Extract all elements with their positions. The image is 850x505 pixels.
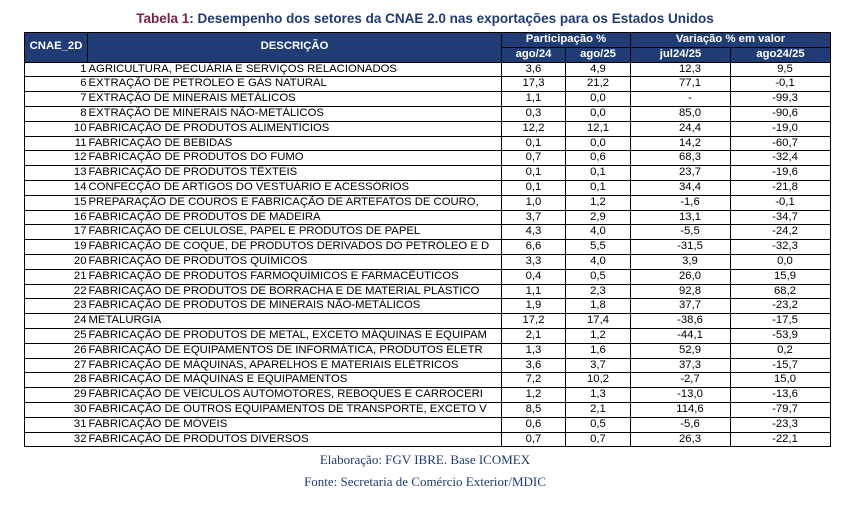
row-code: 14 (25, 180, 88, 195)
row-code: 16 (25, 210, 88, 225)
row-share-ago25: 4,0 (566, 254, 631, 269)
row-share-ago25: 0,0 (566, 106, 631, 121)
row-share-ago25: 0,1 (566, 166, 631, 181)
row-var-ago24-25: 68,2 (731, 284, 831, 299)
table-row (25, 299, 831, 314)
table-row (25, 77, 831, 92)
row-code: 23 (25, 299, 88, 314)
row-var-ago24-25: -32,3 (731, 240, 831, 255)
header-code: CNAE_2D (25, 33, 88, 63)
row-share-ago24: 3,6 (502, 62, 566, 77)
row-var-jul24-25: 37,3 (631, 358, 731, 373)
table-row (25, 225, 831, 240)
row-description: FABRICAÇÃO DE EQUIPAMENTOS DE INFORMÁTICA, PRODUTOS ELETR (88, 343, 502, 358)
row-var-ago24-25: -90,6 (731, 106, 831, 121)
table-row (25, 269, 831, 284)
row-var-ago24-25: -22,1 (731, 432, 831, 447)
row-share-ago24: 3,7 (502, 210, 566, 225)
row-var-jul24-25: 3,9 (631, 254, 731, 269)
row-description: FABRICAÇÃO DE PRODUTOS TÊXTEIS (88, 166, 502, 181)
row-var-ago24-25: -19,6 (731, 166, 831, 181)
row-var-ago24-25: -60,7 (731, 136, 831, 151)
row-code: 24 (25, 314, 88, 329)
row-description: EXTRAÇÃO DE PETRÓLEO E GÁS NATURAL (88, 77, 502, 92)
row-description: FABRICAÇÃO DE PRODUTOS ALIMENTÍCIOS (88, 121, 502, 136)
row-var-ago24-25: -21,8 (731, 180, 831, 195)
row-share-ago25: 0,0 (566, 92, 631, 107)
row-share-ago24: 7,2 (502, 373, 566, 388)
header-ago25: ago/25 (566, 47, 631, 62)
row-var-jul24-25: -13,0 (631, 388, 731, 403)
row-var-ago24-25: -24,2 (731, 225, 831, 240)
row-share-ago25: 1,2 (566, 195, 631, 210)
row-description: FABRICAÇÃO DE COQUE, DE PRODUTOS DERIVADOS DO PETRÓLEO E D (88, 240, 502, 255)
table-row (25, 106, 831, 121)
row-code: 26 (25, 343, 88, 358)
row-share-ago25: 4,9 (566, 62, 631, 77)
row-var-jul24-25: 14,2 (631, 136, 731, 151)
row-var-jul24-25: 24,4 (631, 121, 731, 136)
row-code: 8 (25, 106, 88, 121)
row-code: 28 (25, 373, 88, 388)
row-share-ago24: 17,3 (502, 77, 566, 92)
row-var-ago24-25: -19,0 (731, 121, 831, 136)
row-code: 31 (25, 417, 88, 432)
table-row (25, 121, 831, 136)
table-row (25, 328, 831, 343)
table-row (25, 358, 831, 373)
table-row (25, 343, 831, 358)
row-var-jul24-25: -5,6 (631, 417, 731, 432)
row-share-ago24: 8,5 (502, 402, 566, 417)
row-description: FABRICAÇÃO DE MÁQUINAS, APARELHOS E MATERIAIS ELÉTRICOS (88, 358, 502, 373)
table-row (25, 254, 831, 269)
row-var-jul24-25: -5,5 (631, 225, 731, 240)
row-var-ago24-25: 9,5 (731, 62, 831, 77)
header-ago24-25: ago24/25 (731, 47, 831, 62)
row-code: 19 (25, 240, 88, 255)
row-share-ago25: 0,1 (566, 180, 631, 195)
row-share-ago24: 17,2 (502, 314, 566, 329)
row-share-ago24: 6,6 (502, 240, 566, 255)
table-row (25, 314, 831, 329)
row-var-jul24-25: 37,7 (631, 299, 731, 314)
table-row (25, 136, 831, 151)
table-row (25, 402, 831, 417)
row-share-ago25: 3,7 (566, 358, 631, 373)
table-row (25, 180, 831, 195)
row-share-ago24: 0,1 (502, 136, 566, 151)
footer-source: Fonte: Secretaria de Comércio Exterior/MDIC (304, 474, 546, 489)
row-var-ago24-25: -17,5 (731, 314, 831, 329)
row-var-ago24-25: -34,7 (731, 210, 831, 225)
row-share-ago24: 0,7 (502, 432, 566, 447)
row-var-ago24-25: -15,7 (731, 358, 831, 373)
row-description: FABRICAÇÃO DE PRODUTOS FARMOQUÍMICOS E FARMACÊUTICOS (88, 269, 502, 284)
row-var-ago24-25: -53,9 (731, 328, 831, 343)
footer-elaboration: Elaboração: FGV IBRE. Base ICOMEX (319, 452, 531, 467)
row-var-ago24-25: -79,7 (731, 402, 831, 417)
row-description: FABRICAÇÃO DE MÁQUINAS E EQUIPAMENTOS (88, 373, 502, 388)
row-var-jul24-25: 23,7 (631, 166, 731, 181)
row-var-jul24-25: 114,6 (631, 402, 731, 417)
row-share-ago25: 2,1 (566, 402, 631, 417)
row-share-ago24: 1,1 (502, 92, 566, 107)
row-var-jul24-25: -38,6 (631, 314, 731, 329)
row-share-ago24: 2,1 (502, 328, 566, 343)
table-row (25, 432, 831, 447)
row-var-ago24-25: -0,1 (731, 195, 831, 210)
row-share-ago25: 1,8 (566, 299, 631, 314)
row-var-jul24-25: -2,7 (631, 373, 731, 388)
table-header (25, 33, 831, 63)
row-share-ago25: 21,2 (566, 77, 631, 92)
row-description: FABRICAÇÃO DE PRODUTOS DE MINERAIS NÃO-METÁLICOS (88, 299, 502, 314)
row-var-ago24-25: 15,0 (731, 373, 831, 388)
row-share-ago24: 1,9 (502, 299, 566, 314)
row-description: FABRICAÇÃO DE PRODUTOS DE MADEIRA (88, 210, 502, 225)
row-var-jul24-25: -31,5 (631, 240, 731, 255)
row-var-jul24-25: 68,3 (631, 151, 731, 166)
row-share-ago25: 2,9 (566, 210, 631, 225)
row-share-ago25: 0,5 (566, 417, 631, 432)
row-var-jul24-25: 52,9 (631, 343, 731, 358)
row-var-jul24-25: 12,3 (631, 62, 731, 77)
row-share-ago24: 0,4 (502, 269, 566, 284)
row-description: FABRICAÇÃO DE VEÍCULOS AUTOMOTORES, REBOQUES E CARROCERI (88, 388, 502, 403)
row-share-ago25: 12,1 (566, 121, 631, 136)
table-row (25, 166, 831, 181)
row-share-ago25: 10,2 (566, 373, 631, 388)
exports-table (24, 32, 831, 447)
row-share-ago24: 0,3 (502, 106, 566, 121)
row-code: 6 (25, 77, 88, 92)
row-code: 17 (25, 225, 88, 240)
row-share-ago25: 0,0 (566, 136, 631, 151)
row-share-ago25: 1,3 (566, 388, 631, 403)
row-description: EXTRAÇÃO DE MINERAIS METÁLICOS (88, 92, 502, 107)
table-row (25, 195, 831, 210)
row-description: AGRICULTURA, PECUÁRIA E SERVIÇOS RELACIONADOS (88, 62, 502, 77)
row-share-ago25: 1,2 (566, 328, 631, 343)
row-share-ago24: 1,1 (502, 284, 566, 299)
row-share-ago25: 0,6 (566, 151, 631, 166)
row-description: FABRICAÇÃO DE PRODUTOS DE METAL, EXCETO MÁQUINAS E EQUIPAM (88, 328, 502, 343)
row-description: FABRICAÇÃO DE MÓVEIS (88, 417, 502, 432)
row-var-jul24-25: 26,3 (631, 432, 731, 447)
row-code: 13 (25, 166, 88, 181)
header-participation: Participação % (502, 33, 631, 48)
row-var-jul24-25: 26,0 (631, 269, 731, 284)
row-code: 12 (25, 151, 88, 166)
table-row (25, 388, 831, 403)
header-ago24: ago/24 (502, 47, 566, 62)
row-description: FABRICAÇÃO DE CELULOSE, PAPEL E PRODUTOS DE PAPEL (88, 225, 502, 240)
row-var-jul24-25: 92,8 (631, 284, 731, 299)
row-share-ago25: 1,6 (566, 343, 631, 358)
row-var-jul24-25: 13,1 (631, 210, 731, 225)
row-share-ago24: 0,1 (502, 166, 566, 181)
table-row (25, 373, 831, 388)
row-description: FABRICAÇÃO DE PRODUTOS QUÍMICOS (88, 254, 502, 269)
row-code: 1 (25, 62, 88, 77)
row-share-ago24: 1,3 (502, 343, 566, 358)
table-title (0, 11, 850, 26)
row-var-ago24-25: 0,2 (731, 343, 831, 358)
row-share-ago25: 4,0 (566, 225, 631, 240)
row-code: 25 (25, 328, 88, 343)
row-share-ago24: 0,1 (502, 180, 566, 195)
row-description: FABRICAÇÃO DE PRODUTOS DIVERSOS (88, 432, 502, 447)
table-row (25, 417, 831, 432)
row-code: 22 (25, 284, 88, 299)
row-var-jul24-25: 34,4 (631, 180, 731, 195)
row-share-ago24: 0,7 (502, 151, 566, 166)
header-variation: Variação % em valor (631, 33, 831, 48)
row-share-ago25: 17,4 (566, 314, 631, 329)
row-var-ago24-25: -23,3 (731, 417, 831, 432)
row-var-ago24-25: 15,9 (731, 269, 831, 284)
row-description: FABRICAÇÃO DE BEBIDAS (88, 136, 502, 151)
row-share-ago24: 12,2 (502, 121, 566, 136)
table-row (25, 62, 831, 77)
table-title-text: : Desempenho dos setores da CNAE 2.0 nas exportações para os Estados Unidos (189, 11, 714, 26)
row-var-ago24-25: -0,1 (731, 77, 831, 92)
row-var-ago24-25: -13,6 (731, 388, 831, 403)
table-row (25, 284, 831, 299)
row-description: FABRICAÇÃO DE OUTROS EQUIPAMENTOS DE TRANSPORTE, EXCETO V (88, 402, 502, 417)
table-row (25, 92, 831, 107)
row-code: 7 (25, 92, 88, 107)
row-var-ago24-25: 0,0 (731, 254, 831, 269)
row-var-ago24-25: -23,2 (731, 299, 831, 314)
row-description: FABRICAÇÃO DE PRODUTOS DE BORRACHA E DE MATERIAL PLÁSTICO (88, 284, 502, 299)
table-title-prefix: Tabela 1 (136, 11, 190, 26)
row-share-ago25: 0,7 (566, 432, 631, 447)
row-share-ago24: 3,3 (502, 254, 566, 269)
row-share-ago24: 1,2 (502, 388, 566, 403)
row-share-ago24: 4,3 (502, 225, 566, 240)
row-share-ago25: 0,5 (566, 269, 631, 284)
row-description: EXTRAÇÃO DE MINERAIS NÃO-METÁLICOS (88, 106, 502, 121)
row-code: 29 (25, 388, 88, 403)
row-description: CONFECÇÃO DE ARTIGOS DO VESTUÁRIO E ACESSÓRIOS (88, 180, 502, 195)
row-share-ago25: 5,5 (566, 240, 631, 255)
row-code: 30 (25, 402, 88, 417)
row-var-jul24-25: 85,0 (631, 106, 731, 121)
row-code: 10 (25, 121, 88, 136)
row-code: 15 (25, 195, 88, 210)
row-code: 11 (25, 136, 88, 151)
header-description: DESCRIÇÃO (88, 33, 502, 63)
row-share-ago24: 0,6 (502, 417, 566, 432)
row-description: PREPARAÇÃO DE COUROS E FABRICAÇÃO DE ARTEFATOS DE COURO, (88, 195, 502, 210)
row-code: 20 (25, 254, 88, 269)
row-var-ago24-25: -32,4 (731, 151, 831, 166)
row-var-jul24-25: -44,1 (631, 328, 731, 343)
row-code: 32 (25, 432, 88, 447)
row-description: FABRICAÇÃO DE PRODUTOS DO FUMO (88, 151, 502, 166)
row-var-jul24-25: - (631, 92, 731, 107)
table-row (25, 151, 831, 166)
row-var-jul24-25: -1,6 (631, 195, 731, 210)
row-var-jul24-25: 77,1 (631, 77, 731, 92)
table-body (25, 62, 831, 447)
table-row (25, 240, 831, 255)
header-jul24-25: jul24/25 (631, 47, 731, 62)
row-description: METALURGIA (88, 314, 502, 329)
table-row (25, 210, 831, 225)
row-share-ago24: 1,0 (502, 195, 566, 210)
row-code: 27 (25, 358, 88, 373)
row-code: 21 (25, 269, 88, 284)
row-var-ago24-25: -99,3 (731, 92, 831, 107)
row-share-ago24: 3,6 (502, 358, 566, 373)
row-share-ago25: 2,3 (566, 284, 631, 299)
